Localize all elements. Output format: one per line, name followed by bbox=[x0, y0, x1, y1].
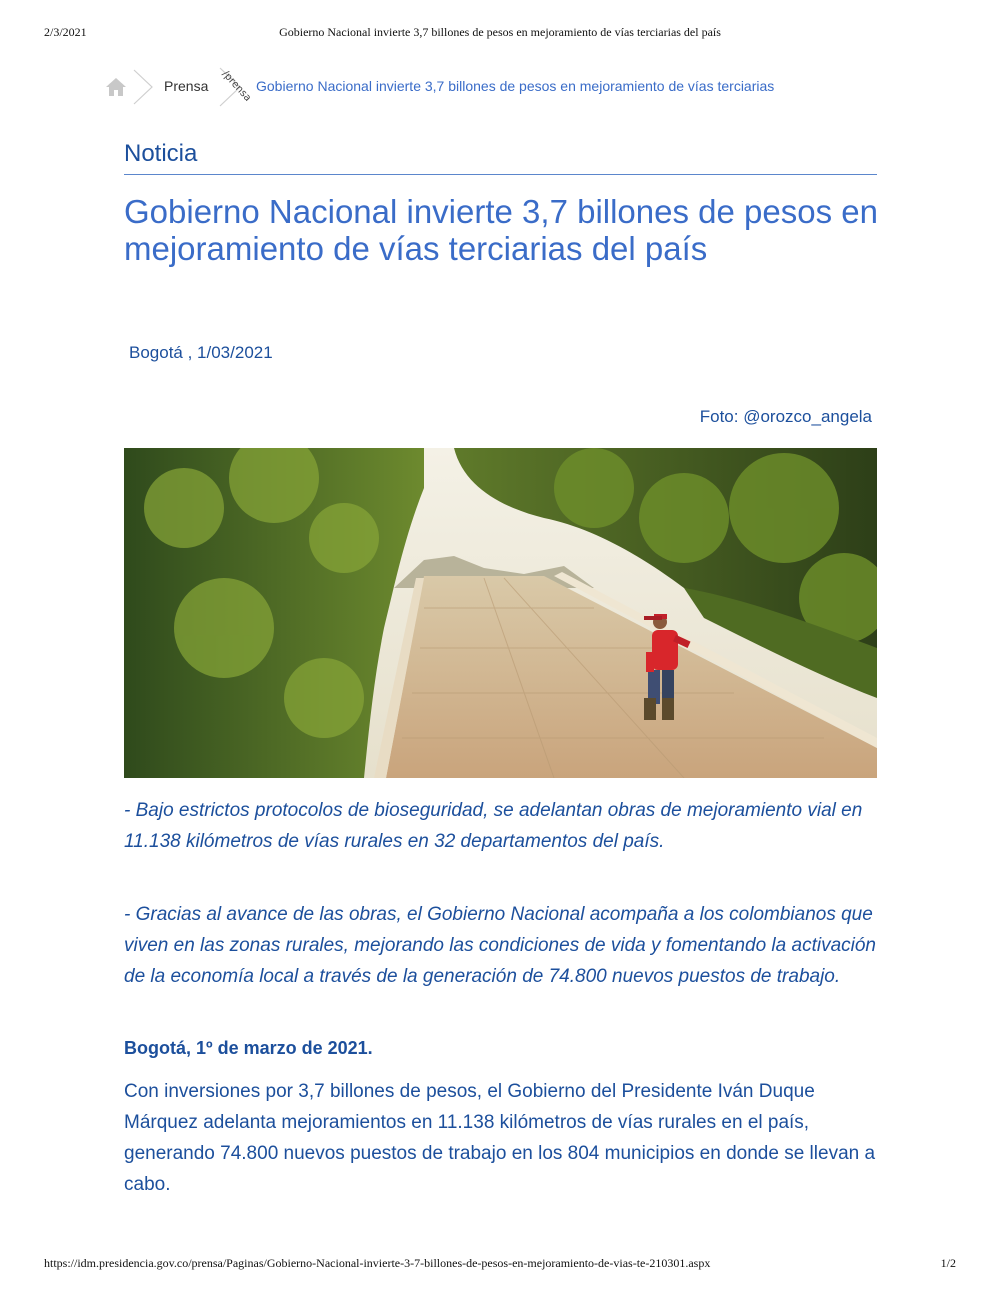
page-number: 1/2 bbox=[940, 1256, 956, 1270]
print-date: 2/3/2021 bbox=[44, 25, 87, 39]
lead-paragraph-2: - Gracias al avance de las obras, el Gobierno Nacional acompaña a los colombianos que viven en las zonas rurales, mejorando las condiciones de vida y fomentando la activación de la economía local a través de la generación de 74.800 nuevos puestos de trabajo. bbox=[124, 904, 876, 987]
lead-paragraph-1: - Bajo estrictos protocolos de bioseguridad, se adelantan obras de mejoramiento vial en 11.138 kilómetros de vías rurales en 32 departamentos del país. bbox=[124, 800, 863, 852]
print-title: Gobierno Nacional invierte 3,7 billones de pesos en mejoramiento de vías terciarias del país bbox=[279, 25, 721, 39]
print-header bbox=[0, 0, 1000, 40]
breadcrumb-link-prensa[interactable]: Prensa bbox=[164, 78, 209, 94]
photo-credit: Foto: @orozco_angela bbox=[699, 407, 872, 426]
body-paragraph: Con inversiones por 3,7 billones de pesos, el Gobierno del Presidente Iván Duque Márquez adelanta mejoramientos en 11.138 kilómetros de vías rurales en el país, generando 74.800 nuevos puestos de trabajo en los 804 municipios en donde se llevan a cabo. bbox=[124, 1081, 876, 1195]
print-footer bbox=[0, 1250, 1000, 1280]
section-label: Noticia bbox=[124, 140, 198, 167]
dateline: Bogotá , 1/03/2021 bbox=[129, 343, 273, 362]
home-icon[interactable] bbox=[104, 76, 128, 98]
section-mark-text: /prensa bbox=[219, 68, 252, 104]
place-date: Bogotá, 1º de marzo de 2021. bbox=[124, 1038, 373, 1058]
divider bbox=[124, 174, 877, 175]
article-photo bbox=[124, 448, 877, 778]
article-headline: Gobierno Nacional invierte 3,7 billones de pesos en mejoramiento de vías terciarias del país bbox=[124, 193, 878, 267]
breadcrumb bbox=[104, 66, 904, 106]
breadcrumb-current[interactable]: Gobierno Nacional invierte 3,7 billones de pesos en mejoramiento de vías terciarias bbox=[256, 78, 775, 94]
chevron-right-icon bbox=[212, 66, 252, 108]
chevron-right-icon bbox=[130, 68, 156, 106]
print-url: https://idm.presidencia.gov.co/prensa/Paginas/Gobierno-Nacional-invierte-3-7-billones-de-pesos-en-mejoramiento-de-vias-te-210301.aspx bbox=[44, 1256, 711, 1270]
